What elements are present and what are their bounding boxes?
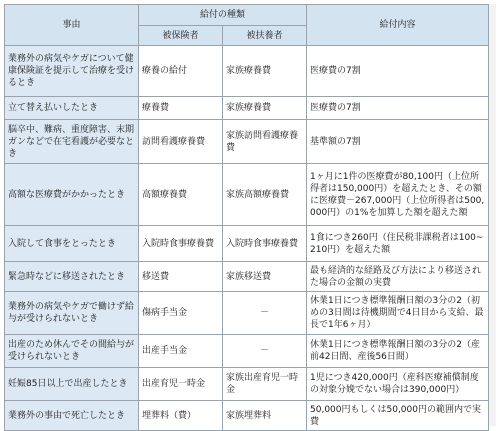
content-cell: 1ヶ月に1件の医療費が80,100円（上位所得者は150,000円）を超えたとき、その額に医療費－267,000円（上位所得者は500,000円）の1%を加算した額を超えた額 [307,164,489,226]
header-dependent: 被扶養者 [223,26,307,46]
case-cell: 出産のため休んでその間給与が受けられないとき [5,335,139,368]
content-cell: 休業1日につき標準報酬日額の3分の2（初めの3日間は待機期間で4日目から支給、最長で1年6ヶ月） [307,292,489,335]
case-cell: 業務外の病気やケガについて健康保険証を提示して治療を受けるとき [5,46,139,97]
content-cell: 医療費の7割 [307,97,489,120]
case-cell: 入院して食事をとったとき [5,226,139,262]
insured-cell: 訪問看護療養費 [139,120,223,164]
benefits-table [4,4,489,431]
dependent-cell: 家族療養費 [223,97,307,120]
insured-cell: 出産手当金 [139,335,223,368]
header-case: 事由 [5,5,139,46]
table-row [5,226,489,262]
dependent-cell: － [223,335,307,368]
dependent-cell: 家族高額療養費 [223,164,307,226]
content-cell: 1児につき420,000円（産科医療補償制度の対象分娩でない場合は390,000円） [307,368,489,401]
dependent-cell: 家族療養費 [223,46,307,97]
table-row [5,335,489,368]
case-cell: 妊娠85日以上で出産したとき [5,368,139,401]
table-row [5,164,489,226]
content-cell: 基準額の7割 [307,120,489,164]
content-cell: 50,000円もしくは50,000円の範囲内で実費 [307,401,489,431]
content-cell: 最も経済的な経路及び方法により移送された場合の金額の実費 [307,262,489,292]
dependent-cell: 家族訪問看護療養費 [223,120,307,164]
table-row [5,401,489,431]
header-benefit-type: 給付の種類 [139,5,307,26]
content-cell: 医療費の7割 [307,46,489,97]
content-cell: 休業1日につき標準報酬日額の3分の2（産前42日間、産後56日間） [307,335,489,368]
dependent-cell: 家族移送費 [223,262,307,292]
case-cell: 業務外の事由で死亡したとき [5,401,139,431]
case-cell: 緊急時などに移送されたとき [5,262,139,292]
header-content: 給付内容 [307,5,489,46]
insured-cell: 入院時食事療養費 [139,226,223,262]
header-insured: 被保険者 [139,26,223,46]
case-cell: 脳卒中、難病、重度障害、末期ガンなどで在宅看護が必要なとき [5,120,139,164]
table-row [5,46,489,97]
case-cell: 業務外の病気やケガで働けず給与が受けられないとき [5,292,139,335]
dependent-cell: 家族埋葬料 [223,401,307,431]
table-row [5,368,489,401]
case-cell: 立て替え払いしたとき [5,97,139,120]
insured-cell: 埋葬料（費） [139,401,223,431]
dependent-cell: 入院時食事療養費 [223,226,307,262]
insured-cell: 高額療養費 [139,164,223,226]
dependent-cell: 家族出産育児一時金 [223,368,307,401]
case-cell: 高額な医療費がかかったとき [5,164,139,226]
insured-cell: 療養費 [139,97,223,120]
table-row [5,120,489,164]
insured-cell: 療養の給付 [139,46,223,97]
table-row [5,292,489,335]
content-cell: 1食につき260円（住民税非課税者は100~210円）を超えた額 [307,226,489,262]
insured-cell: 出産育児一時金 [139,368,223,401]
dependent-cell: － [223,292,307,335]
insured-cell: 傷病手当金 [139,292,223,335]
table-row [5,262,489,292]
table-row [5,97,489,120]
insured-cell: 移送費 [139,262,223,292]
